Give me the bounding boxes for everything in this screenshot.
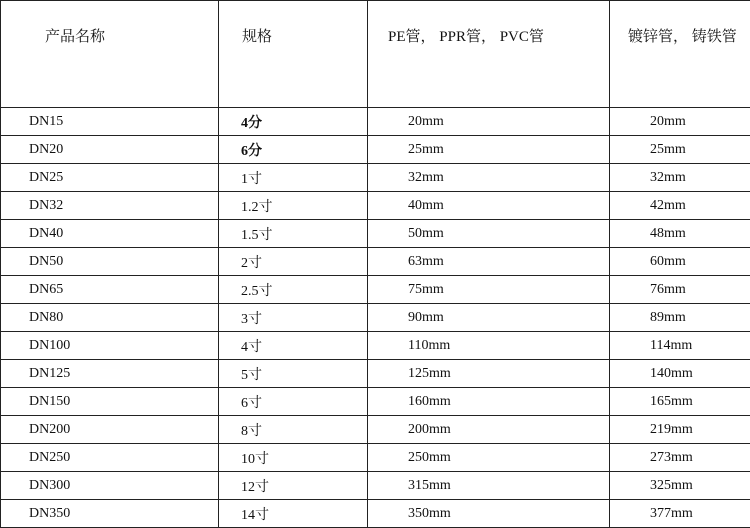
table-row — [1, 500, 750, 528]
cell-metal-pipe-size: 273mm — [610, 444, 750, 472]
cell-plastic-pipe-size: 160mm — [368, 388, 610, 416]
cell-metal-pipe-size: 325mm — [610, 472, 750, 500]
table-body — [1, 108, 750, 528]
cell-plastic-pipe-size: 350mm — [368, 500, 610, 528]
table-row — [1, 332, 750, 360]
cell-specification: 1.5寸 — [219, 220, 368, 248]
cell-plastic-pipe-size: 200mm — [368, 416, 610, 444]
cell-plastic-pipe-size: 63mm — [368, 248, 610, 276]
cell-specification: 6寸 — [219, 388, 368, 416]
table-header — [1, 1, 750, 108]
cell-specification: 3寸 — [219, 304, 368, 332]
cell-plastic-pipe-size: 250mm — [368, 444, 610, 472]
table-row — [1, 192, 750, 220]
cell-product-name: DN15 — [1, 108, 219, 136]
cell-metal-pipe-size: 377mm — [610, 500, 750, 528]
cell-metal-pipe-size: 42mm — [610, 192, 750, 220]
cell-product-name: DN250 — [1, 444, 219, 472]
cell-specification: 2寸 — [219, 248, 368, 276]
cell-metal-pipe-size: 219mm — [610, 416, 750, 444]
cell-plastic-pipe-size: 75mm — [368, 276, 610, 304]
cell-plastic-pipe-size: 110mm — [368, 332, 610, 360]
cell-metal-pipe-size: 76mm — [610, 276, 750, 304]
header-metal-pipe: 镀锌管， 铸铁管 — [610, 1, 750, 108]
header-specification: 规格 — [219, 1, 368, 108]
table-row — [1, 164, 750, 192]
header-plastic-pipe: PE管， PPR管， PVC管 — [368, 1, 610, 108]
cell-specification: 5寸 — [219, 360, 368, 388]
table-row — [1, 416, 750, 444]
cell-specification: 10寸 — [219, 444, 368, 472]
cell-specification: 8寸 — [219, 416, 368, 444]
cell-specification: 1寸 — [219, 164, 368, 192]
cell-metal-pipe-size: 60mm — [610, 248, 750, 276]
cell-specification: 12寸 — [219, 472, 368, 500]
cell-plastic-pipe-size: 40mm — [368, 192, 610, 220]
table-row — [1, 444, 750, 472]
cell-specification: 4寸 — [219, 332, 368, 360]
header-product-name: 产品名称 — [1, 1, 219, 108]
cell-product-name: DN65 — [1, 276, 219, 304]
cell-plastic-pipe-size: 25mm — [368, 136, 610, 164]
table-row — [1, 248, 750, 276]
cell-product-name: DN350 — [1, 500, 219, 528]
cell-product-name: DN150 — [1, 388, 219, 416]
cell-metal-pipe-size: 165mm — [610, 388, 750, 416]
cell-specification: 4分 — [219, 108, 368, 136]
cell-plastic-pipe-size: 20mm — [368, 108, 610, 136]
cell-plastic-pipe-size: 125mm — [368, 360, 610, 388]
cell-product-name: DN80 — [1, 304, 219, 332]
table-row — [1, 136, 750, 164]
cell-specification: 1.2寸 — [219, 192, 368, 220]
cell-product-name: DN50 — [1, 248, 219, 276]
table-row — [1, 472, 750, 500]
cell-product-name: DN20 — [1, 136, 219, 164]
table-row — [1, 360, 750, 388]
table-row — [1, 276, 750, 304]
cell-product-name: DN200 — [1, 416, 219, 444]
table-row — [1, 108, 750, 136]
cell-product-name: DN32 — [1, 192, 219, 220]
cell-metal-pipe-size: 32mm — [610, 164, 750, 192]
cell-product-name: DN25 — [1, 164, 219, 192]
cell-metal-pipe-size: 20mm — [610, 108, 750, 136]
cell-metal-pipe-size: 114mm — [610, 332, 750, 360]
cell-specification: 6分 — [219, 136, 368, 164]
cell-plastic-pipe-size: 315mm — [368, 472, 610, 500]
cell-plastic-pipe-size: 50mm — [368, 220, 610, 248]
cell-plastic-pipe-size: 90mm — [368, 304, 610, 332]
cell-specification: 2.5寸 — [219, 276, 368, 304]
cell-specification: 14寸 — [219, 500, 368, 528]
cell-product-name: DN100 — [1, 332, 219, 360]
table-row — [1, 220, 750, 248]
header-row — [1, 1, 750, 108]
cell-product-name: DN125 — [1, 360, 219, 388]
cell-metal-pipe-size: 140mm — [610, 360, 750, 388]
cell-product-name: DN40 — [1, 220, 219, 248]
cell-metal-pipe-size: 89mm — [610, 304, 750, 332]
cell-product-name: DN300 — [1, 472, 219, 500]
cell-metal-pipe-size: 25mm — [610, 136, 750, 164]
table-row — [1, 388, 750, 416]
table-row — [1, 304, 750, 332]
cell-metal-pipe-size: 48mm — [610, 220, 750, 248]
cell-plastic-pipe-size: 32mm — [368, 164, 610, 192]
